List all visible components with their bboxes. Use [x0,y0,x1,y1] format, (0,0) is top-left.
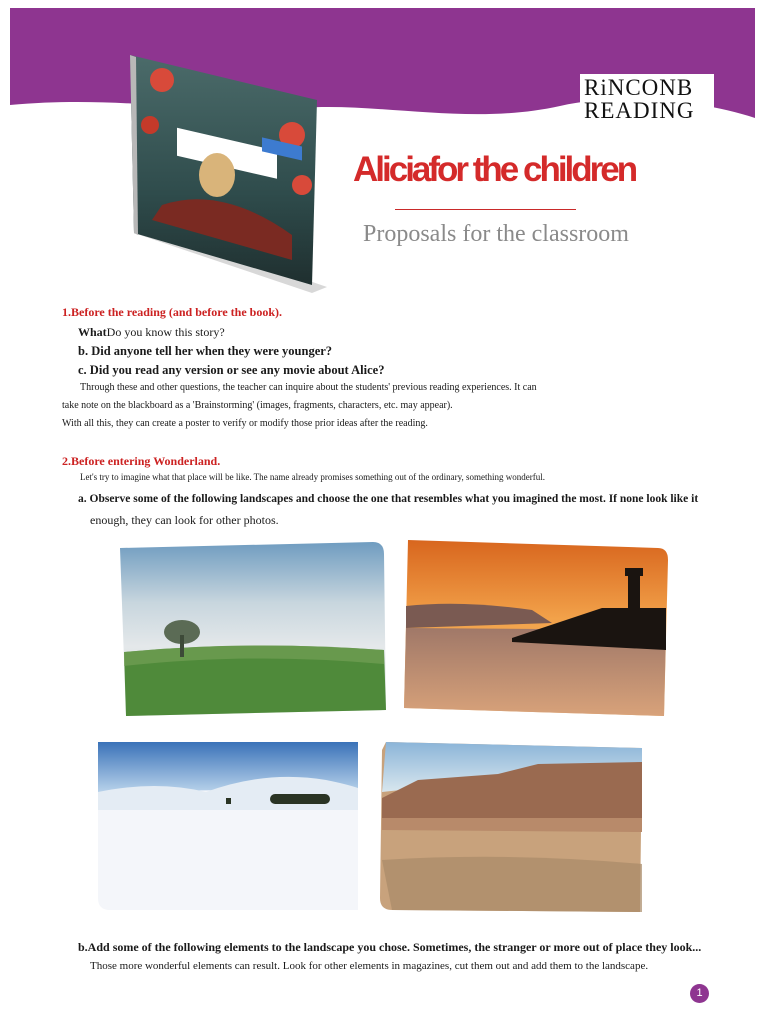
page-title: Aliciafor the children [353,150,636,189]
section-1-paragraph-line-2: take note on the blackboard as a 'Brainstorming' (images, fragments, characters, etc. may appear). [62,400,453,411]
section-2-heading: 2.Before entering Wonderland. [62,454,221,468]
misty-meadow-photo [118,540,388,718]
section-1-heading: 1.Before the reading (and before the book). [62,305,282,319]
question-b: b. Did anyone tell her when they were younger? [78,344,333,358]
page-subtitle: Proposals for the classroom [363,221,629,247]
question-a-bold: What [78,325,107,339]
desert-plateau-photo [378,740,644,914]
lighthouse-sunset-photo [402,538,670,718]
question-c: c. Did you read any version or see any movie about Alice? [78,363,385,377]
activity-a-line-1: a. Observe some of the following landscapes and choose the one that resembles what you imagined the most. If none look like it [78,493,699,505]
section-1-paragraph-line-3: With all this, they can create a poster to verify or modify those prior ideas after the reading. [62,418,428,429]
question-a-text: Do you know this story? [106,325,225,339]
rincon-reading-logo [580,74,714,124]
section-2-intro: Let's try to imagine what that place will be like. The name already promises something out of the ordinary, something wonderful. [80,472,546,482]
logo-line-2: READING [584,98,695,123]
page-number-badge: 1 [690,984,709,1003]
activity-b-line-2: Those more wonderful elements can result. Look for other elements in magazines, cut them out and add them to the landscape. [90,960,649,972]
question-a [78,325,225,340]
activity-a-line-2: enough, they can look for other photos. [90,513,279,527]
activity-b-line-1: b.Add some of the following elements to the landscape you chose. Sometimes, the stranger or more out of place they look... [78,940,702,954]
book-cover-image [122,55,342,295]
logo-line-1: RiNCONB [584,75,694,100]
snowy-field-photo [96,740,360,912]
title-divider [395,209,576,210]
section-1-paragraph-line-1: Through these and other questions, the teacher can inquire about the students' previous reading experiences. It can [80,382,537,393]
